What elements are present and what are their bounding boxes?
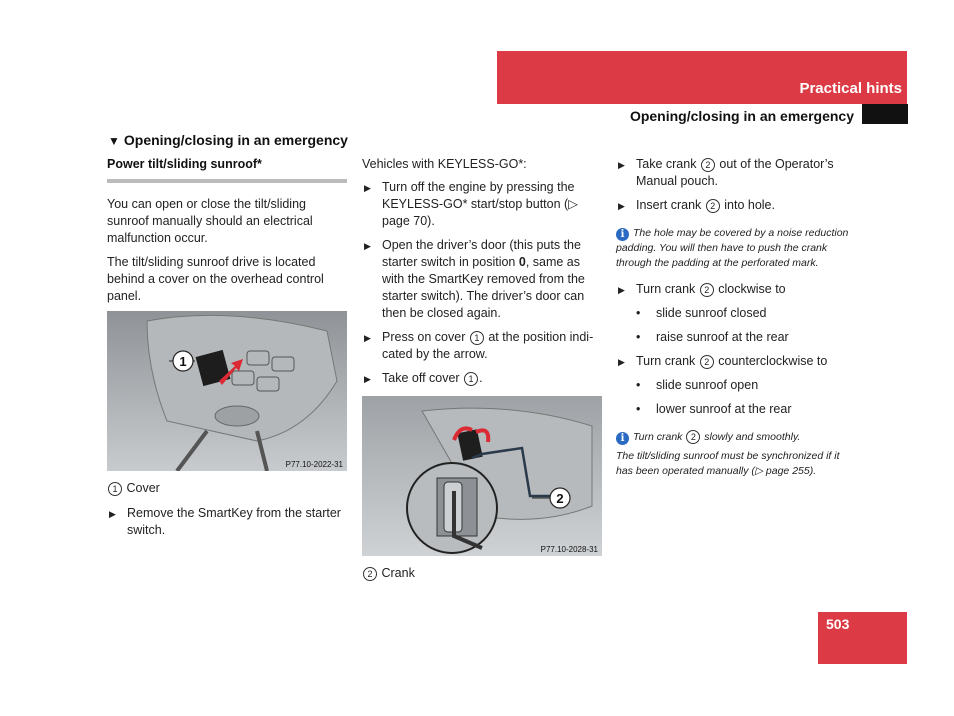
step: ▶ Turn off the engine by pressing the KEYLESS-GO* start/stop button (▷ page 70). bbox=[364, 180, 578, 228]
paragraph: Vehicles with KEYLESS-GO*: bbox=[362, 157, 527, 171]
step: ▶ Turn crank 2 counterclockwise to bbox=[616, 353, 856, 370]
step: ▶ Insert crank 2 into hole. bbox=[616, 197, 856, 214]
callout-number: 2 bbox=[556, 491, 564, 506]
page-number: 503 bbox=[826, 616, 850, 632]
paragraph: The tilt/sliding sunroof drive is located behind a cover on the overhead control panel. bbox=[107, 255, 324, 303]
subheading: Power tilt/sliding sunroof* bbox=[107, 156, 347, 183]
step: ▶ Take off cover 1 . bbox=[362, 370, 602, 387]
figure-label: P77.10-2028-31 bbox=[540, 545, 598, 554]
bullet-item: • raise sunroof at the rear bbox=[636, 330, 789, 344]
arrow-icon: ▶ bbox=[364, 241, 371, 251]
paragraph: You can open or close the tilt/sliding sunroof manually should an electrical malfunction occur. bbox=[107, 197, 313, 245]
column-1 bbox=[107, 156, 347, 546]
arrow-icon: ▶ bbox=[618, 201, 625, 211]
arrow-icon: ▶ bbox=[109, 509, 116, 519]
figure-caption: 1 Cover bbox=[107, 480, 347, 497]
bullet-item: • slide sunroof open bbox=[636, 378, 759, 392]
column-2 bbox=[362, 156, 602, 582]
bullet-item: • slide sunroof closed bbox=[636, 306, 767, 320]
callout-number: 1 bbox=[179, 354, 187, 369]
step: ▶ Remove the SmartKey from the starter switch. bbox=[109, 506, 341, 537]
arrow-icon: ▶ bbox=[618, 285, 625, 295]
arrow-icon: ▶ bbox=[364, 333, 371, 343]
column-3 bbox=[616, 156, 856, 489]
arrow-icon: ▶ bbox=[364, 374, 371, 384]
callout-number: 2 bbox=[363, 567, 377, 581]
arrow-icon: ▶ bbox=[364, 183, 371, 193]
callout-number: 1 bbox=[108, 482, 122, 496]
bullet-item: • lower sunroof at the rear bbox=[636, 402, 792, 416]
crank-figure bbox=[362, 396, 602, 556]
note-text: The tilt/sliding sunroof must be synchronized if it has been operated manually (▷ page 255). bbox=[616, 450, 840, 477]
step: ▶ Turn crank 2 clockwise to bbox=[616, 281, 856, 298]
arrow-icon: ▶ bbox=[618, 357, 625, 367]
figure-caption: 2 Crank bbox=[362, 565, 602, 582]
step: ▶ Take crank 2 out of the Operator’s Manual pouch. bbox=[618, 157, 834, 188]
info-icon: i bbox=[616, 228, 629, 241]
section-title: Practical hints bbox=[799, 80, 902, 97]
arrow-icon: ▶ bbox=[618, 160, 625, 170]
triangle-down-icon: ▼ bbox=[108, 134, 120, 148]
info-note: i The hole may be covered by a noise reduction padding. You will then have to push the crank through the padding at the perforated mark. bbox=[616, 227, 849, 269]
step: ▶ Press on cover 1 at the position indi-cated by the arrow. bbox=[364, 330, 594, 361]
main-heading: ▼ Opening/closing in an emergency bbox=[108, 132, 348, 148]
thumb-tab bbox=[862, 104, 908, 124]
subsection-title: Opening/closing in an emergency bbox=[629, 108, 854, 124]
step: ▶ Open the driver’s door (this puts the starter switch in position 0, same as with the SmartKey removed from the starter switch). The driver’s door can then be closed again. bbox=[364, 238, 585, 320]
overhead-panel-figure bbox=[107, 311, 347, 471]
info-note: i Turn crank 2 slowly and smoothly. bbox=[616, 430, 856, 445]
figure-label: P77.10-2022-31 bbox=[285, 460, 343, 469]
info-icon: i bbox=[616, 432, 629, 445]
